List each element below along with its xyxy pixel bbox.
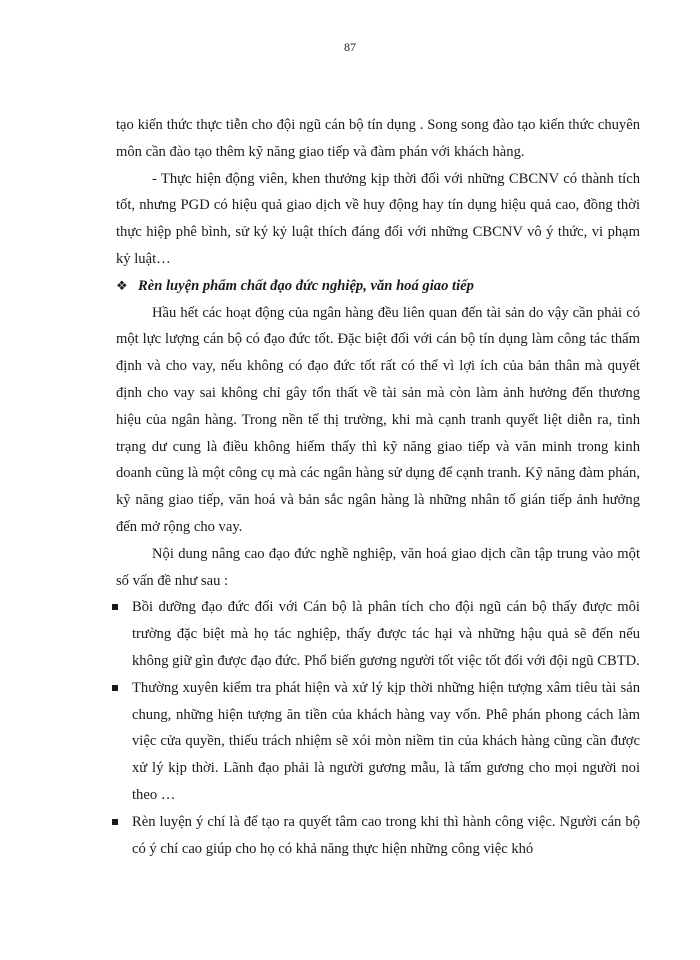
square-bullet-icon	[112, 675, 132, 691]
section-heading-text: Rèn luyện phẩm chất đạo đức nghiệp, văn hoá giao tiếp	[138, 277, 474, 294]
square-bullet-icon	[112, 594, 132, 610]
section-heading	[116, 273, 640, 300]
paragraph-ethics: Hầu hết các hoạt động của ngân hàng đều liên quan đến tài sản do vậy cần phải có một lực lượng cán bộ có đạo đức tốt. Đặc biệt đối với cán bộ tín dụng làm công tác thẩm định và cho vay, nếu không có đạo đức tốt rất có thể vì lợi ích của bản thân mà quyết định cho vay sai không chỉ gây tổn thất về tài sản mà còn làm ảnh hưởng đến thương hiệu của ngân hàng. Trong nền tế thị trường, khi mà cạnh tranh quyết liệt diễn ra, tình trạng dư cung là điều không hiếm thấy thì kỹ năng giao tiếp và văn minh trong kinh doanh cũng là một công cụ mà các ngân hàng sử dụng để cạnh tranh. Kỹ năng đàm phán, kỹ năng giao tiếp, văn hoá và bản sắc ngân hàng là những nhân tố gián tiếp ảnh hưởng đến mở rộng cho vay.	[116, 304, 640, 535]
list-item-text: Bồi dưỡng đạo đức đối với Cán bộ là phân tích cho đội ngũ cán bộ thấy được môi trường đặc biệt mà họ tác nghiệp, thấy được tác hại và những hậu quả sẽ đến nếu không giữ gìn được đạo đức. Phổ biến gương người tốt việc tốt đối với đội ngũ CBTD.	[132, 599, 640, 669]
list-item-text: Thường xuyên kiểm tra phát hiện và xử lý kịp thời những hiện tượng xâm tiêu tài sản chung, những hiện tượng ăn tiền của khách hàng vay vốn. Phê phán phong cách làm việc cửa quyền, thiếu trách nhiệm sẽ xói mòn niềm tin của khách hàng cũng cần được xử lý kịp thời. Lãnh đạo phải là người gương mẫu, là tấm gương cho mọi người noi theo …	[132, 679, 640, 803]
bullet-list	[112, 594, 640, 862]
list-item-text: Rèn luyện ý chí là để tạo ra quyết tâm cao trong khi thì hành công việc. Người cán bộ có ý chí cao giúp cho họ có khả năng thực hiện những công việc khó	[132, 813, 640, 857]
list-item	[112, 594, 640, 674]
paragraph-training: tạo kiến thức thực tiễn cho đội ngũ cán bộ tín dụng . Song song đào tạo kiến thức chuyên môn cần đào tạo thêm kỹ năng giao tiếp và đàm phán với khách hàng.	[116, 117, 640, 160]
list-item	[112, 809, 640, 863]
paragraph-content-intro: Nội dung nâng cao đạo đức nghề nghiệp, văn hoá giao dịch cần tập trung vào một số vấn đề như sau :	[116, 545, 640, 589]
square-bullet-icon	[112, 809, 132, 825]
page-number: 87	[344, 40, 356, 54]
list-item	[112, 675, 640, 809]
page-body	[116, 112, 640, 862]
paragraph-rewards: - Thực hiện động viên, khen thưởng kịp thời đối với những CBCNV có thành tích tốt, nhưng PGD có hiệu quả giao dịch về huy động hay tín dụng hiệu quả cao, đồng thời thực hiệp phê bình, sử ký kỷ luật thích đáng đối với những CBCNV vô ý thức, vi phạm kỷ luật…	[116, 170, 640, 267]
diamond-bullet-icon: ❖	[116, 277, 128, 293]
